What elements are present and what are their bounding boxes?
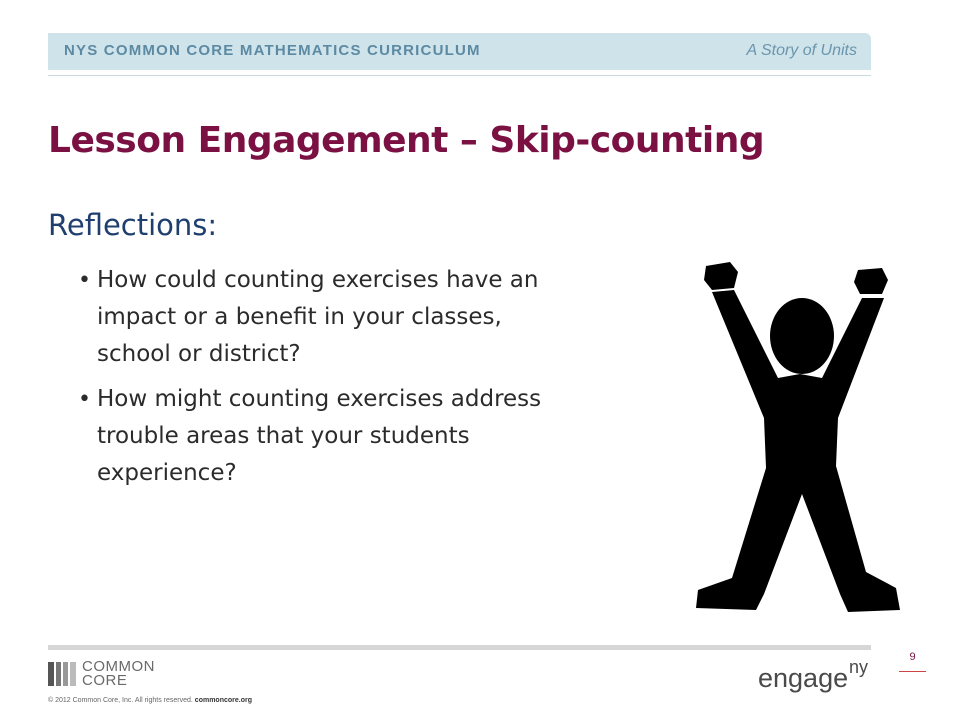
reflections-heading: Reflections: <box>48 208 218 242</box>
copyright-text: © 2012 Common Core, Inc. All rights reserved. <box>48 697 193 704</box>
bullet-icon: • <box>78 387 91 412</box>
person-arms-raised-icon <box>690 258 910 618</box>
copyright-notice <box>48 697 252 704</box>
footer-divider <box>48 645 871 650</box>
page-number-underline <box>899 671 926 672</box>
curriculum-tagline: A Story of Units <box>746 42 857 59</box>
list-item <box>78 381 558 492</box>
header-divider <box>48 75 871 76</box>
common-core-logo <box>48 660 188 690</box>
slide-title: Lesson Engagement – Skip-counting <box>48 120 765 161</box>
page-number: 9 <box>909 651 916 663</box>
engageny-logo <box>758 655 878 695</box>
copyright-site: commoncore.org <box>194 697 252 704</box>
engage-superscript: ny <box>849 657 869 677</box>
curriculum-title: NYS COMMON CORE MATHEMATICS CURRICULUM <box>64 42 481 59</box>
common-core-name: COMMON CORE <box>82 658 155 689</box>
curriculum-header <box>48 33 871 70</box>
bullet-text: How might counting exercises address trouble areas that your students experience? <box>97 386 542 486</box>
reflection-list <box>78 262 558 500</box>
common-core-mark-icon <box>48 660 76 686</box>
list-item <box>78 262 558 373</box>
bullet-text: How could counting exercises have an impact or a benefit in your classes, school or district? <box>97 267 539 367</box>
engage-word: engage <box>758 663 849 693</box>
bullet-icon: • <box>78 268 91 293</box>
